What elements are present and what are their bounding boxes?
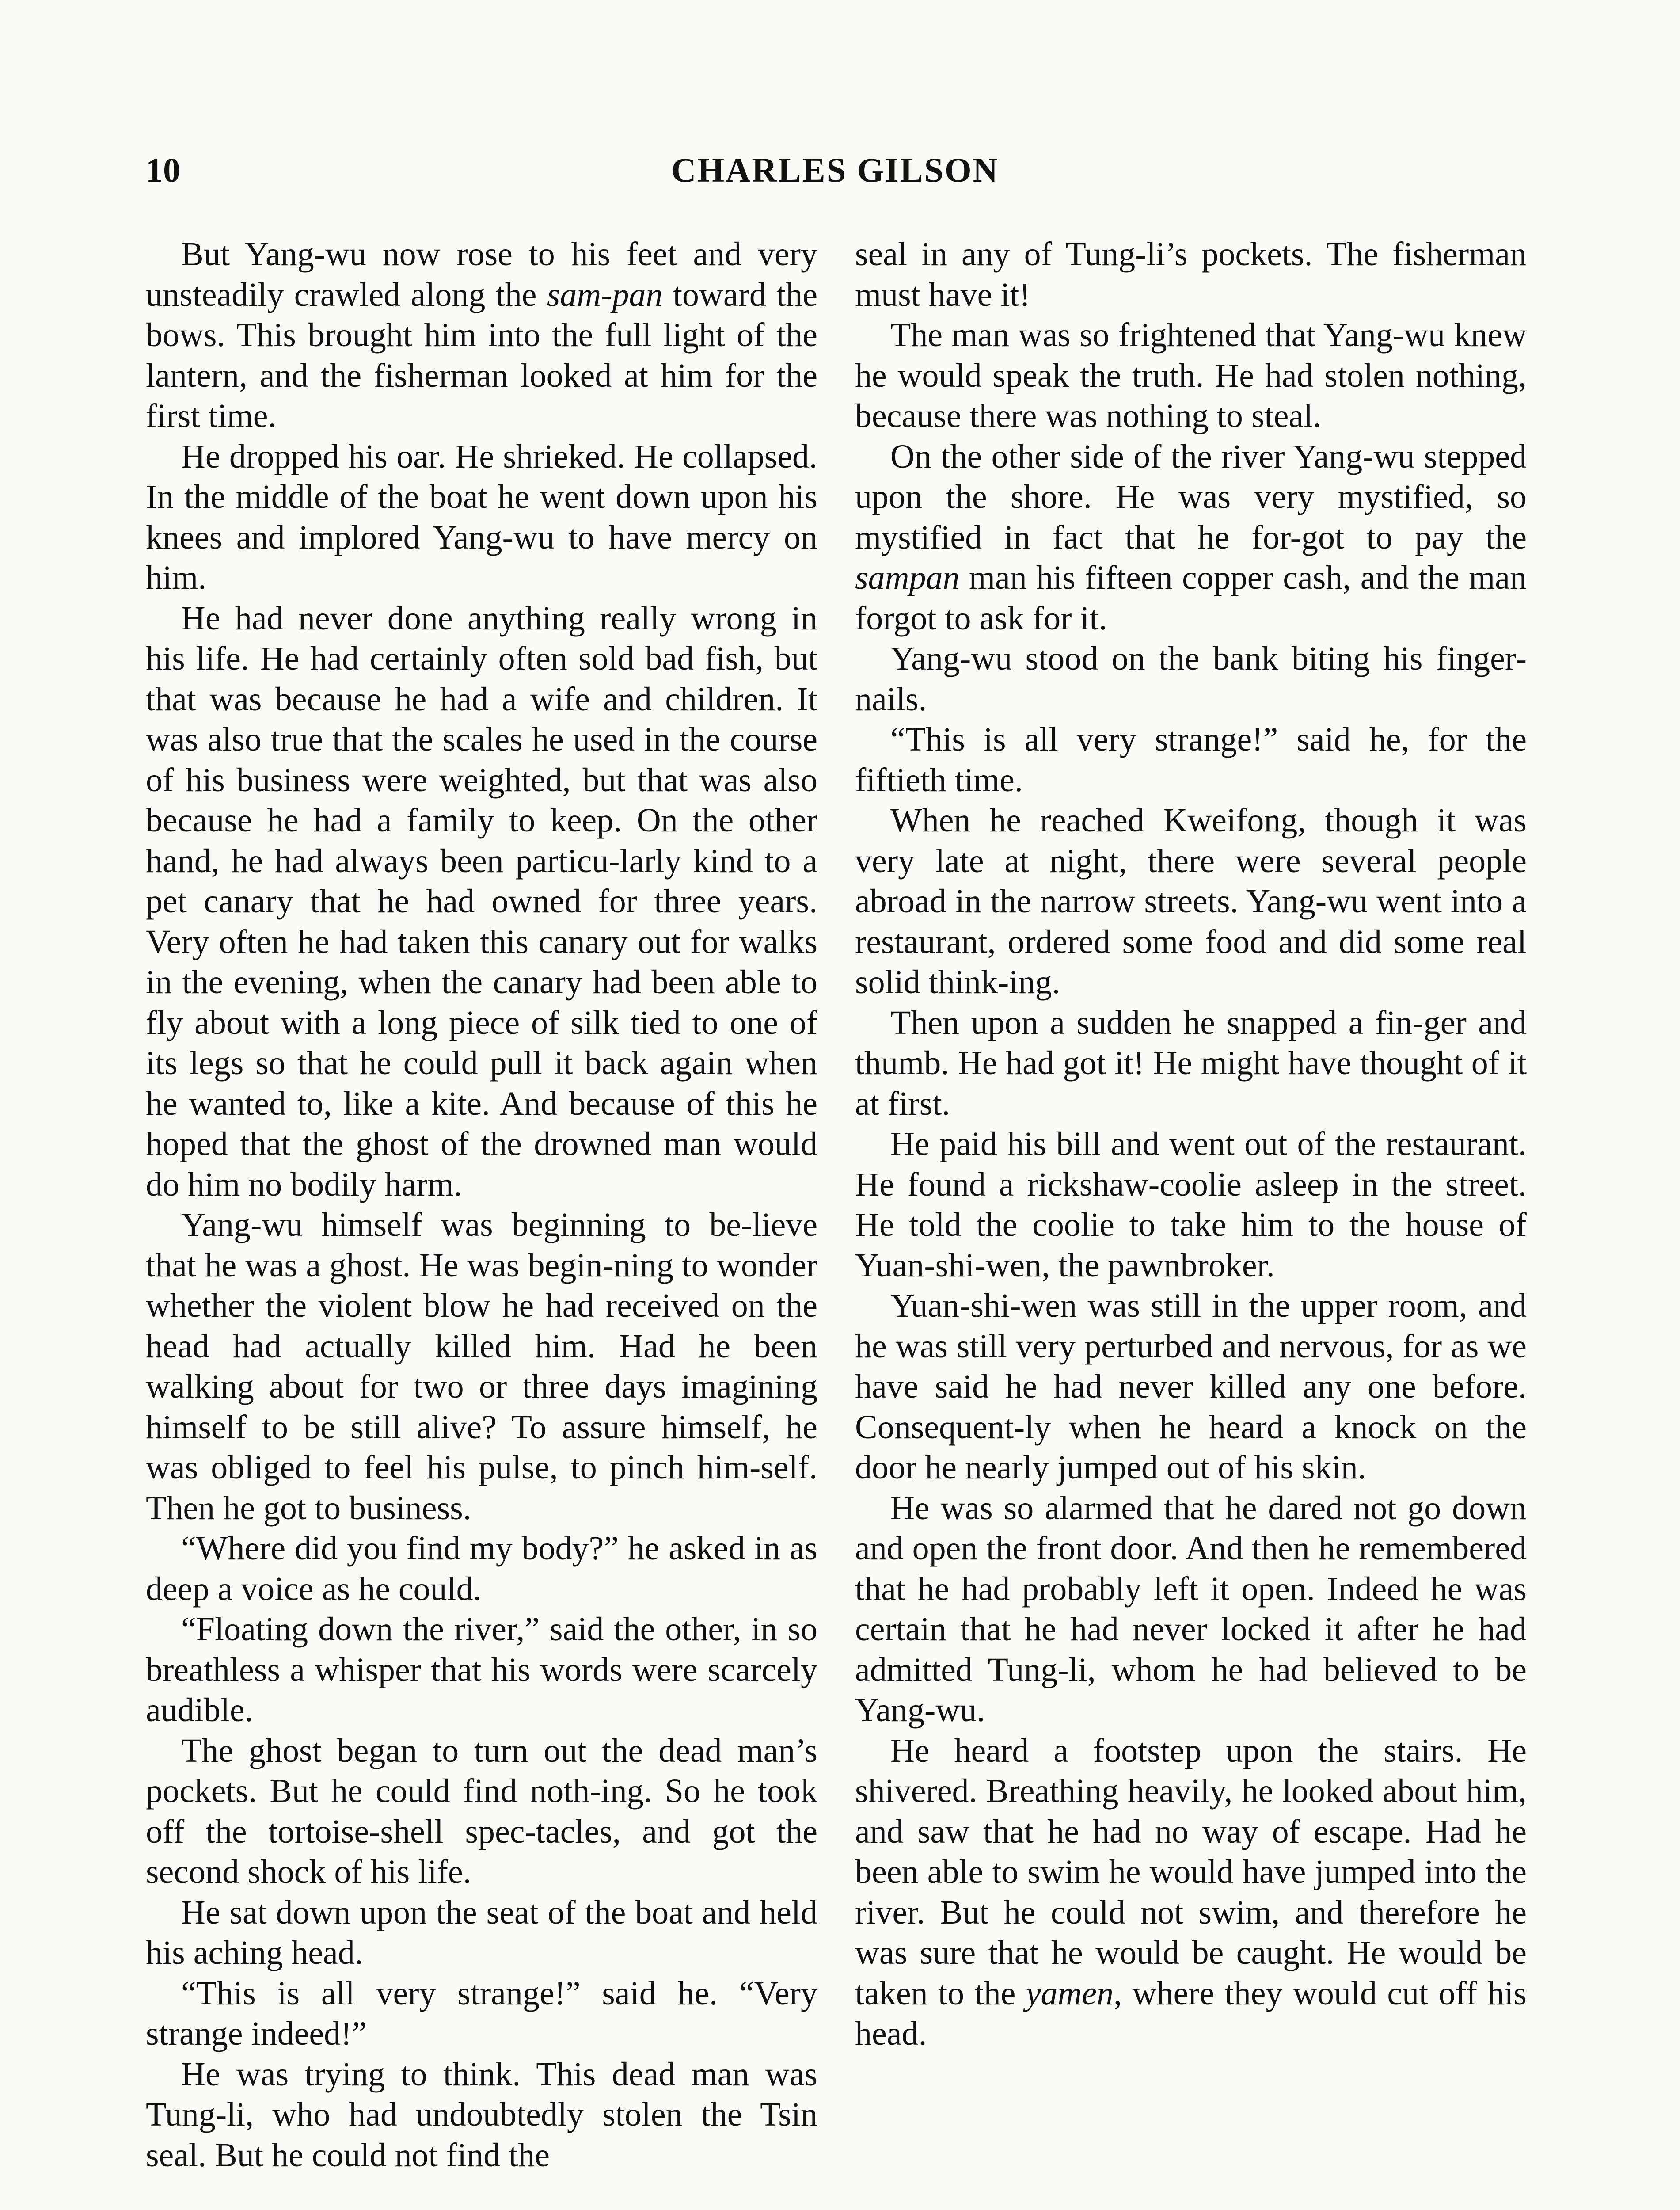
paragraph: He dropped his oar. He shrieked. He collapsed. In the middle of the boat he went down upon his knees and implored Yang-wu to have mercy on him. — [146, 438, 817, 596]
paragraph: But Yang-wu now rose to his feet and very unsteadily crawled along the sam-pan toward the bows. This brought him into the full light of the lantern, and the fisherman looked at him for the first time. — [146, 236, 817, 434]
text-column-left — [146, 234, 817, 2176]
paragraph: He was trying to think. This dead man was Tung-li, who had undoubtedly stolen the Tsin seal. But he could not find the — [146, 2055, 817, 2174]
paragraph: He paid his bill and went out of the restaurant. He found a rickshaw-coolie asleep in the street. He told the coolie to take him to the house of Yuan-shi-wen, the pawnbroker. — [855, 1125, 1527, 1284]
paragraph: “Where did you find my body?” he asked in as deep a voice as he could. — [146, 1530, 817, 1608]
paragraph: The ghost began to turn out the dead man’s pockets. But he could find noth-ing. So he took off the tortoise-shell spec-tacles, and got the second shock of his life. — [146, 1732, 817, 1890]
paragraph: The man was so frightened that Yang-wu knew he would speak the truth. He had stolen nothing, because there was nothing to steal. — [855, 316, 1527, 434]
paragraph: On the other side of the river Yang-wu stepped upon the shore. He was very mystified, so mystified in fact that he for-got to pay the sampan man his fifteen copper cash, and the man forgot to ask for it. — [855, 438, 1527, 637]
paragraph: When he reached Kweifong, though it was very late at night, there were several people abroad in the narrow streets. Yang-wu went into a restaurant, ordered some food and did some real solid think-ing. — [855, 802, 1527, 1001]
paragraph: seal in any of Tung-li’s pockets. The fisherman must have it! — [855, 236, 1527, 313]
paragraph: “This is all very strange!” said he, for the fiftieth time. — [855, 721, 1527, 799]
paragraph: He had never done anything really wrong in his life. He had certainly often sold bad fish, but that was because he had a wife and children. It was also true that the scales he used in the course of his business were weighted, but that was also because he had a family to keep. On the other hand, he had always been particu-larly kind to a pet canary that he had owned for three years. Very often he had taken this canary out for walks in the evening, when the canary had been able to fly about with a long piece of silk tied to one of its legs so that he could pull it back again when he wanted to, like a kite. And because of this he hoped that the ghost of the drowned man would do him no bodily harm. — [146, 599, 817, 1203]
paragraph: He was so alarmed that he dared not go down and open the front door. And then he remembered that he had probably left it open. Indeed he was certain that he had never locked it after he had admitted Tung-li, whom he had believed to be Yang-wu. — [855, 1489, 1527, 1729]
page-number: 10 — [146, 151, 180, 189]
paragraph: “This is all very strange!” said he. “Very strange indeed!” — [146, 1974, 817, 2052]
paragraph: He sat down upon the seat of the boat and held his aching head. — [146, 1894, 817, 1971]
paragraph: Then upon a sudden he snapped a fin-ger and thumb. He had got it! He might have thought of it at first. — [855, 1004, 1527, 1122]
running-head: CHARLES GILSON — [671, 151, 1000, 189]
paragraph: Yang-wu stood on the bank biting his finger-nails. — [855, 640, 1527, 718]
text-column-right — [855, 234, 1527, 2054]
paragraph: “Floating down the river,” said the other, in so breathless a whisper that his words were scarcely audible. — [146, 1611, 817, 1729]
page-header — [146, 146, 1524, 194]
paragraph: Yang-wu himself was beginning to be-lieve that he was a ghost. He was begin-ning to wonder whether the violent blow he had received on the head had actually killed him. Had he been walking about for two or three days imagining himself to be still alive? To assure himself, he was obliged to feel his pulse, to pinch him-self. Then he got to business. — [146, 1206, 817, 1527]
paragraph: Yuan-shi-wen was still in the upper room, and he was still very perturbed and nervous, for as we have said he had never killed any one before. Consequent-ly when he heard a knock on the door he nearly jumped out of his skin. — [855, 1287, 1527, 1486]
paragraph: He heard a footstep upon the stairs. He shivered. Breathing heavily, he looked about him, and saw that he had no way of escape. Had he been able to swim he would have jumped into the river. But he could not swim, and therefore he was sure that he would be caught. He would be taken to the yamen, where they would cut off his head. — [855, 1732, 1527, 2052]
